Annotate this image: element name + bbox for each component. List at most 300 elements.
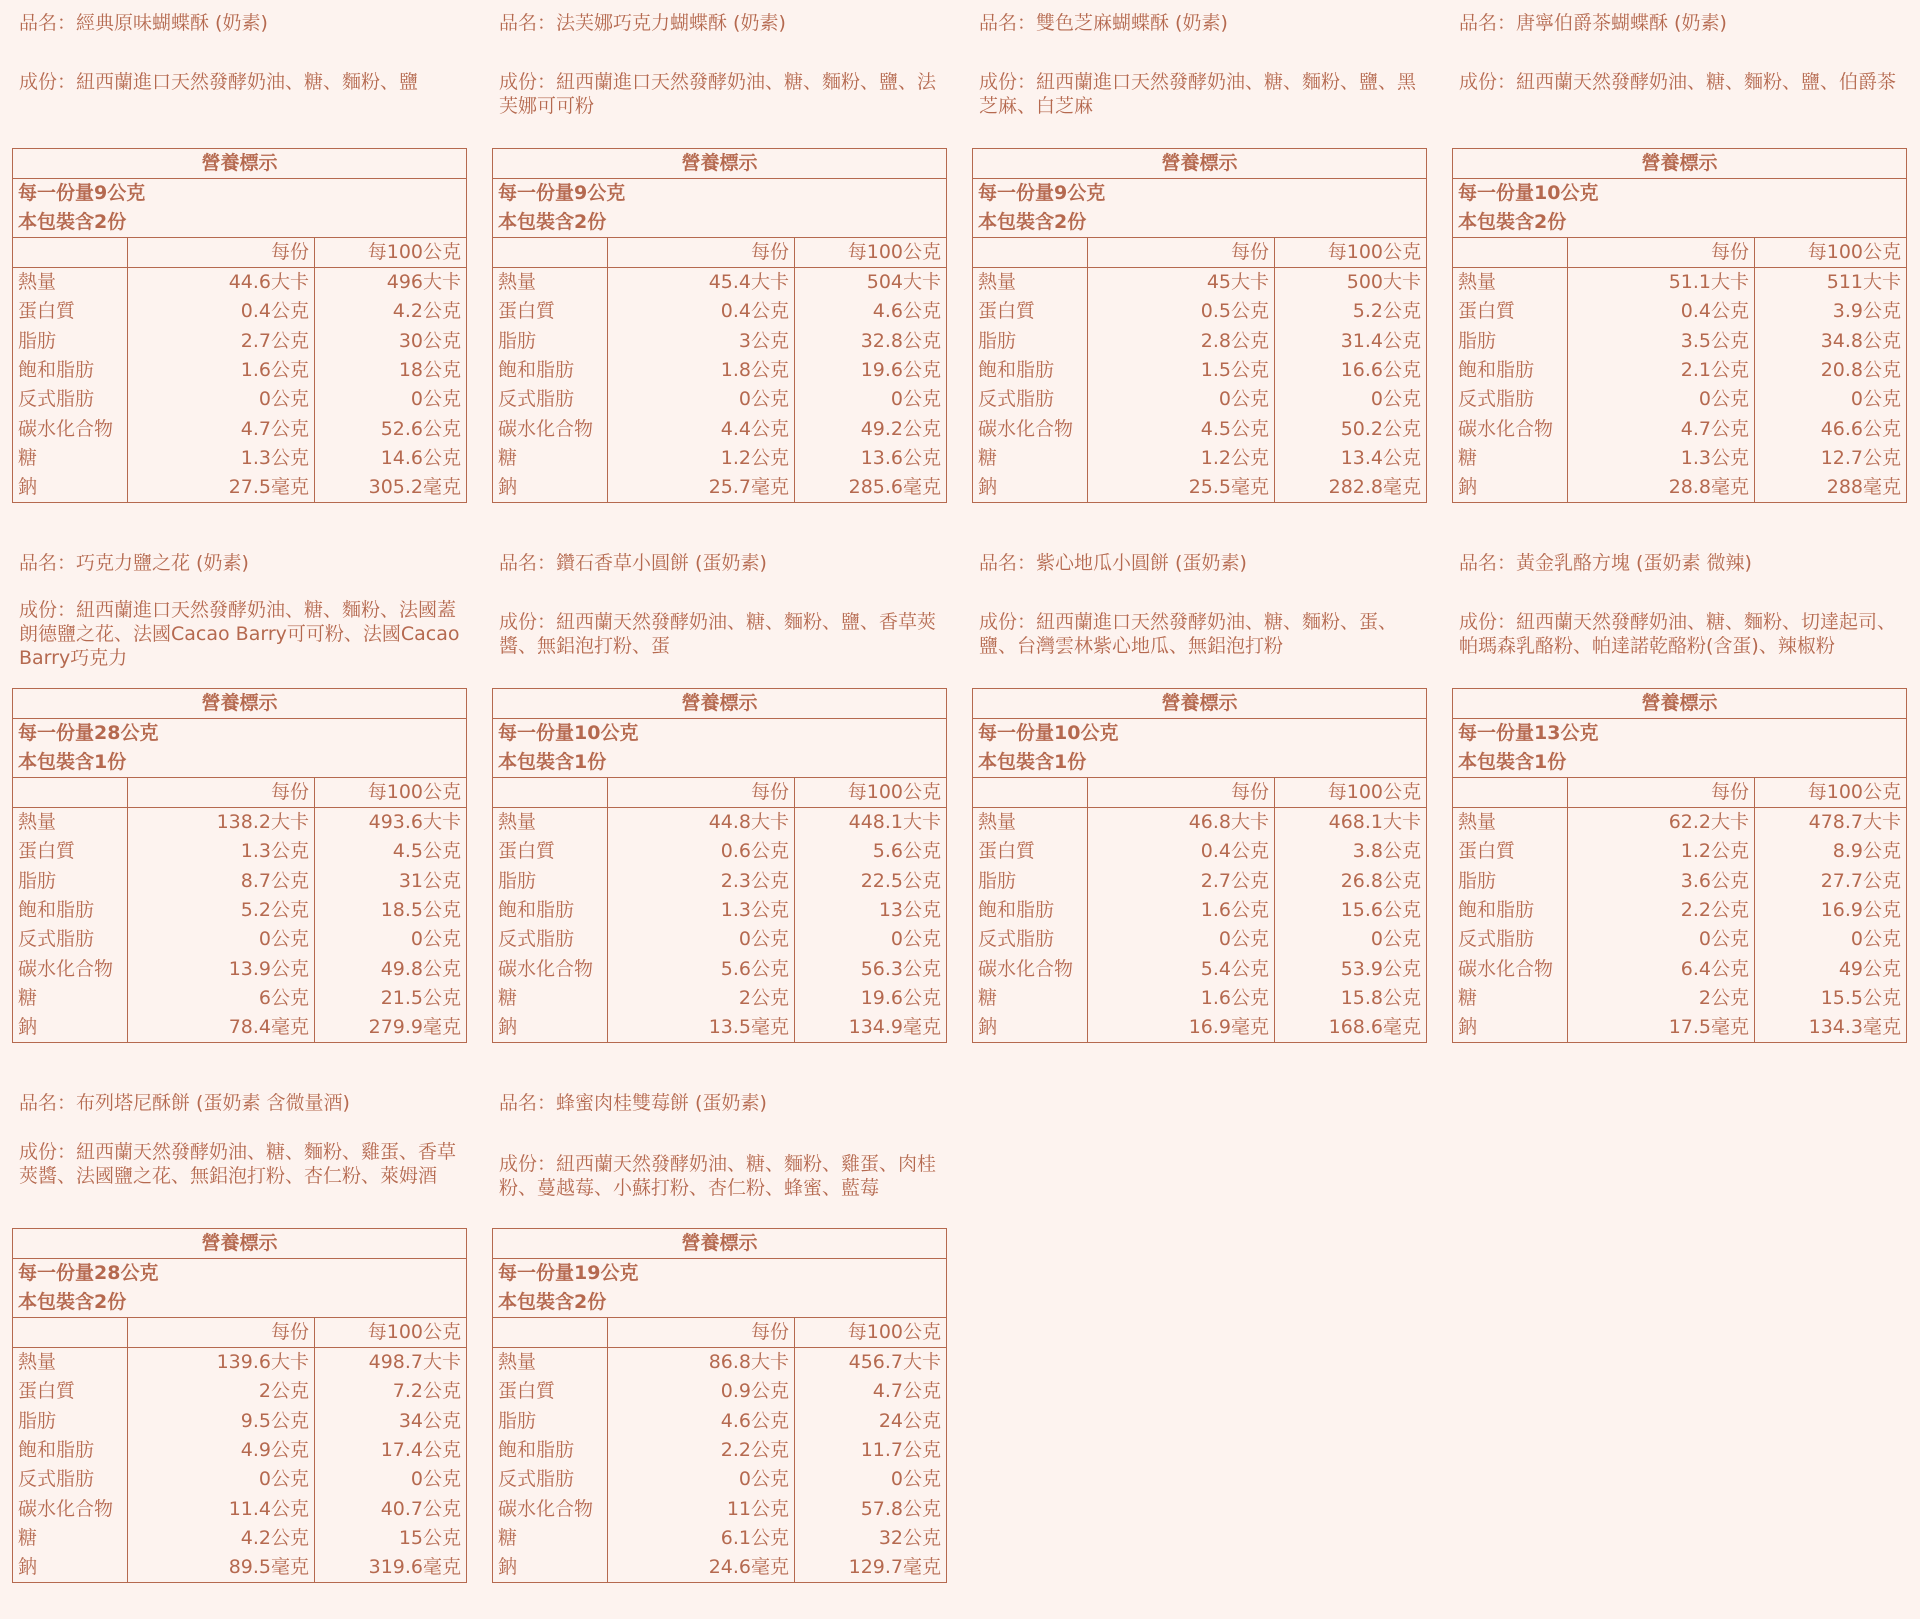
nutrient-label: 反式脂肪 (498, 388, 575, 411)
nutrient-per-100g: 0公克 (315, 925, 467, 954)
nutrient-per-100g: 285.6毫克 (795, 473, 947, 503)
nutrient-per-100g: 4.7公克 (795, 1377, 947, 1406)
nutrient-label: 蛋白質 (1458, 300, 1516, 323)
nutrient-label: 糖 (498, 447, 518, 470)
nutrient-per-serving: 0.4公克 (1568, 297, 1755, 326)
nutrient-per-100g: 282.8毫克 (1275, 473, 1427, 503)
nutrient-per-serving: 27.5毫克 (128, 473, 315, 503)
ingredients-prefix: 成份： (499, 611, 557, 633)
nutrient-label: 蛋白質 (1458, 840, 1516, 863)
nutrient-per-100g: 49公克 (1755, 955, 1907, 984)
nutrient-label: 糖 (978, 987, 998, 1010)
servings-per-pack: 本包裝含1份 (18, 751, 127, 773)
nutrient-per-100g: 26.8公克 (1275, 866, 1427, 895)
nutrient-label: 蛋白質 (498, 840, 556, 863)
nutrient-per-100g: 3.8公克 (1275, 837, 1427, 866)
nutrient-per-100g: 3.9公克 (1755, 297, 1907, 326)
nutrient-label: 碳水化合物 (18, 417, 114, 440)
nutrient-row (13, 837, 467, 866)
nutrient-per-serving: 78.4毫克 (128, 1013, 315, 1043)
nutrient-per-100g: 13公克 (795, 896, 947, 925)
nutrient-row (1453, 415, 1907, 444)
nutrient-per-100g: 49.8公克 (315, 955, 467, 984)
nutrient-per-serving: 11公克 (608, 1495, 795, 1524)
ingredients-prefix: 成份： (19, 1141, 77, 1163)
nutrient-row (493, 473, 947, 503)
product-name (499, 8, 786, 35)
product-card (12, 1080, 466, 1610)
header-per-serving: 每份 (128, 778, 315, 808)
nutrient-per-serving: 11.4公克 (128, 1495, 315, 1524)
nutrient-per-serving: 1.2公克 (1088, 444, 1275, 473)
nutrient-label: 蛋白質 (18, 1380, 76, 1403)
nutrient-label: 蛋白質 (498, 1380, 556, 1403)
nutrient-label: 飽和脂肪 (1458, 898, 1535, 921)
nutrient-per-100g: 4.6公克 (795, 297, 947, 326)
nutrient-row (1453, 385, 1907, 414)
product-card (492, 1080, 946, 1610)
nutrient-row (973, 925, 1427, 954)
nutrient-per-serving: 2.1公克 (1568, 356, 1755, 385)
nutrient-label: 鈉 (978, 476, 998, 499)
header-blank (13, 1318, 128, 1348)
nutrient-per-serving: 1.3公克 (128, 837, 315, 866)
nutrient-per-100g: 31公克 (315, 866, 467, 895)
nutrient-per-100g: 24公克 (795, 1406, 947, 1435)
product-name-value: 紫心地瓜小圓餅 (蛋奶素) (1036, 552, 1247, 574)
nutrient-row (1453, 955, 1907, 984)
nutrient-per-serving: 6.4公克 (1568, 955, 1755, 984)
product-name-value: 法芙娜巧克力蝴蝶酥 (奶素) (556, 12, 786, 34)
nutrient-row (13, 925, 467, 954)
nutrient-label: 糖 (18, 1527, 38, 1550)
ingredients-value: 紐西蘭進口天然發酵奶油、糖、麵粉、鹽 (76, 71, 419, 93)
nutrient-row (1453, 837, 1907, 866)
product-card (972, 0, 1426, 530)
nutrient-per-serving: 1.8公克 (608, 356, 795, 385)
nutrition-table (972, 688, 1427, 1043)
nutrient-label: 熱量 (1458, 271, 1497, 293)
nutrient-per-100g: 456.7大卡 (795, 1348, 947, 1378)
nutrition-table (492, 148, 947, 503)
nutrient-label: 蛋白質 (978, 300, 1036, 323)
ingredients-prefix: 成份： (499, 71, 557, 93)
product-card (12, 0, 466, 530)
product-card (1452, 0, 1906, 530)
ingredients-prefix: 成份： (499, 1153, 557, 1175)
nutrient-per-100g: 57.8公克 (795, 1495, 947, 1524)
ingredients-value: 紐西蘭天然發酵奶油、糖、麵粉、鹽、香草莢醬、無鋁泡打粉、蛋 (499, 611, 937, 657)
nutrient-label: 碳水化合物 (498, 1497, 594, 1520)
nutrient-row (973, 444, 1427, 473)
nutrient-per-100g: 34.8公克 (1755, 326, 1907, 355)
nutrient-per-serving: 2.3公克 (608, 866, 795, 895)
product-name (1459, 548, 1752, 575)
nutrient-label: 脂肪 (978, 869, 1017, 892)
product-ingredients (19, 1140, 465, 1188)
nutrient-label: 反式脂肪 (498, 1468, 575, 1491)
nutrient-row (13, 1553, 467, 1583)
nutrient-per-serving: 2公克 (128, 1377, 315, 1406)
nutrient-row (973, 385, 1427, 414)
nutrient-label: 鈉 (498, 476, 518, 499)
nutrient-per-serving: 2公克 (608, 984, 795, 1013)
nutrient-per-serving: 1.2公克 (608, 444, 795, 473)
name-prefix: 品名： (499, 12, 557, 34)
product-name (19, 1088, 350, 1115)
nutrient-per-100g: 53.9公克 (1275, 955, 1427, 984)
nutrient-label: 糖 (18, 987, 38, 1010)
nutrient-label: 糖 (18, 447, 38, 470)
nutrient-row (1453, 808, 1907, 838)
nutrient-row (493, 385, 947, 414)
nutrient-per-100g: 0公克 (1275, 925, 1427, 954)
nutrient-row (493, 415, 947, 444)
nutrient-per-100g: 12.7公克 (1755, 444, 1907, 473)
nutrient-per-serving: 13.9公克 (128, 955, 315, 984)
serving-size: 每一份量10公克 (978, 722, 1119, 744)
nutrient-per-serving: 51.1大卡 (1568, 268, 1755, 298)
nutrient-label: 反式脂肪 (498, 928, 575, 951)
nutrient-row (493, 866, 947, 895)
nutrient-per-100g: 7.2公克 (315, 1377, 467, 1406)
nutrient-per-serving: 13.5毫克 (608, 1013, 795, 1043)
nutrient-label: 鈉 (1458, 476, 1478, 499)
ingredients-prefix: 成份： (19, 599, 77, 621)
nutrient-label: 糖 (978, 447, 998, 470)
nutrient-row (493, 1465, 947, 1494)
nutrient-per-100g: 32.8公克 (795, 326, 947, 355)
nutrient-label: 飽和脂肪 (1458, 358, 1535, 381)
nutrient-per-100g: 448.1大卡 (795, 808, 947, 838)
nutrition-title: 營養標示 (1453, 149, 1907, 179)
nutrient-label: 鈉 (978, 1016, 998, 1039)
header-per-serving: 每份 (608, 238, 795, 268)
nutrient-per-100g: 14.6公克 (315, 444, 467, 473)
nutrient-per-100g: 468.1大卡 (1275, 808, 1427, 838)
nutrient-per-serving: 28.8毫克 (1568, 473, 1755, 503)
product-card (972, 540, 1426, 1070)
nutrient-row (493, 326, 947, 355)
ingredients-prefix: 成份： (979, 71, 1037, 93)
nutrient-per-100g: 15公克 (315, 1524, 467, 1553)
header-per-serving: 每份 (128, 1318, 315, 1348)
nutrient-per-100g: 15.8公克 (1275, 984, 1427, 1013)
nutrition-title: 營養標示 (13, 1229, 467, 1259)
product-name-value: 唐寧伯爵茶蝴蝶酥 (奶素) (1516, 12, 1727, 34)
nutrient-label: 飽和脂肪 (498, 358, 575, 381)
nutrient-per-100g: 18公克 (315, 356, 467, 385)
nutrient-per-serving: 1.3公克 (1568, 444, 1755, 473)
nutrient-label: 脂肪 (498, 869, 537, 892)
product-ingredients (499, 70, 945, 118)
nutrient-row (13, 1465, 467, 1494)
nutrient-per-serving: 17.5毫克 (1568, 1013, 1755, 1043)
nutrient-label: 脂肪 (498, 1409, 537, 1432)
nutrient-per-100g: 288毫克 (1755, 473, 1907, 503)
nutrient-per-100g: 0公克 (1275, 385, 1427, 414)
header-blank (973, 778, 1088, 808)
nutrient-per-100g: 56.3公克 (795, 955, 947, 984)
nutrient-per-serving: 0公克 (1088, 385, 1275, 414)
nutrient-per-serving: 4.5公克 (1088, 415, 1275, 444)
nutrient-row (973, 297, 1427, 326)
nutrient-label: 飽和脂肪 (978, 898, 1055, 921)
header-per-100g: 每100公克 (1275, 778, 1427, 808)
nutrient-row (973, 955, 1427, 984)
nutrient-row (1453, 866, 1907, 895)
nutrient-per-serving: 0公克 (608, 925, 795, 954)
nutrient-per-100g: 30公克 (315, 326, 467, 355)
nutrient-per-100g: 46.6公克 (1755, 415, 1907, 444)
nutrient-per-serving: 5.4公克 (1088, 955, 1275, 984)
nutrient-per-100g: 16.9公克 (1755, 896, 1907, 925)
nutrient-row (13, 1406, 467, 1435)
serving-size: 每一份量13公克 (1458, 722, 1599, 744)
nutrient-per-100g: 32公克 (795, 1524, 947, 1553)
nutrient-row (1453, 444, 1907, 473)
nutrient-row (493, 356, 947, 385)
serving-size: 每一份量10公克 (498, 722, 639, 744)
nutrient-row (493, 297, 947, 326)
nutrient-per-100g: 4.5公克 (315, 837, 467, 866)
nutrient-label: 脂肪 (18, 1409, 57, 1432)
serving-size: 每一份量28公克 (18, 1262, 159, 1284)
nutrient-per-serving: 86.8大卡 (608, 1348, 795, 1378)
nutrient-label: 反式脂肪 (1458, 928, 1535, 951)
nutrient-per-serving: 1.6公克 (1088, 984, 1275, 1013)
nutrient-label: 脂肪 (1458, 869, 1497, 892)
nutrient-row (13, 984, 467, 1013)
nutrient-per-serving: 1.6公克 (1088, 896, 1275, 925)
header-blank (13, 238, 128, 268)
nutrient-label: 飽和脂肪 (498, 898, 575, 921)
nutrient-per-serving: 2.8公克 (1088, 326, 1275, 355)
header-per-100g: 每100公克 (1275, 238, 1427, 268)
nutrient-row (973, 356, 1427, 385)
product-name-value: 經典原味蝴蝶酥 (奶素) (76, 12, 268, 34)
nutrient-per-serving: 25.5毫克 (1088, 473, 1275, 503)
product-name (499, 548, 767, 575)
nutrient-label: 鈉 (1458, 1016, 1478, 1039)
header-blank (1453, 778, 1568, 808)
nutrient-row (493, 925, 947, 954)
nutrient-row (1453, 356, 1907, 385)
nutrient-per-serving: 4.2公克 (128, 1524, 315, 1553)
nutrient-label: 飽和脂肪 (498, 1438, 575, 1461)
nutrient-row (493, 955, 947, 984)
nutrient-row (13, 896, 467, 925)
header-per-100g: 每100公克 (315, 1318, 467, 1348)
nutrient-per-serving: 45大卡 (1088, 268, 1275, 298)
nutrient-per-serving: 4.4公克 (608, 415, 795, 444)
nutrient-per-100g: 21.5公克 (315, 984, 467, 1013)
product-name (499, 1088, 767, 1115)
nutrient-per-serving: 0.4公克 (608, 297, 795, 326)
header-per-serving: 每份 (1568, 238, 1755, 268)
nutrient-per-100g: 496大卡 (315, 268, 467, 298)
nutrition-title: 營養標示 (1453, 689, 1907, 719)
ingredients-prefix: 成份： (979, 611, 1037, 633)
serving-size: 每一份量9公克 (978, 182, 1106, 204)
nutrient-per-100g: 20.8公克 (1755, 356, 1907, 385)
product-name-value: 布列塔尼酥餅 (蛋奶素 含微量酒) (76, 1092, 350, 1114)
ingredients-value: 紐西蘭天然發酵奶油、糖、麵粉、切達起司、帕瑪森乳酪粉、帕達諾乾酪粉(含蛋)、辣椒粉 (1459, 611, 1897, 657)
nutrient-per-serving: 138.2大卡 (128, 808, 315, 838)
nutrient-label: 熱量 (498, 1351, 537, 1373)
nutrient-label: 熱量 (978, 271, 1017, 293)
header-per-serving: 每份 (128, 238, 315, 268)
ingredients-value: 紐西蘭進口天然發酵奶油、糖、麵粉、鹽、黑芝麻、白芝麻 (979, 71, 1417, 117)
nutrient-label: 脂肪 (498, 329, 537, 352)
nutrient-row (1453, 473, 1907, 503)
header-per-100g: 每100公克 (315, 238, 467, 268)
ingredients-value: 紐西蘭天然發酵奶油、糖、麵粉、鹽、伯爵茶 (1516, 71, 1897, 93)
nutrient-per-serving: 3.5公克 (1568, 326, 1755, 355)
product-card (1452, 540, 1906, 1070)
nutrient-row (973, 808, 1427, 838)
name-prefix: 品名： (19, 12, 77, 34)
nutrient-label: 熱量 (18, 1351, 57, 1373)
nutrient-label: 脂肪 (978, 329, 1017, 352)
nutrient-per-100g: 0公克 (315, 385, 467, 414)
nutrient-per-100g: 319.6毫克 (315, 1553, 467, 1583)
nutrient-per-serving: 45.4大卡 (608, 268, 795, 298)
header-blank (13, 778, 128, 808)
nutrient-per-100g: 19.6公克 (795, 356, 947, 385)
nutrition-table (972, 148, 1427, 503)
nutrient-per-100g: 49.2公克 (795, 415, 947, 444)
nutrient-row (973, 984, 1427, 1013)
nutrient-label: 反式脂肪 (18, 928, 95, 951)
header-per-serving: 每份 (608, 778, 795, 808)
servings-per-pack: 本包裝含1份 (1458, 751, 1567, 773)
nutrient-per-100g: 168.6毫克 (1275, 1013, 1427, 1043)
nutrient-label: 反式脂肪 (18, 1468, 95, 1491)
nutrition-table (12, 688, 467, 1043)
nutrient-label: 熱量 (18, 271, 57, 293)
product-name (979, 8, 1228, 35)
nutrient-row (973, 866, 1427, 895)
nutrient-row (13, 1377, 467, 1406)
nutrient-row (13, 326, 467, 355)
nutrient-row (493, 808, 947, 838)
nutrient-per-100g: 17.4公克 (315, 1436, 467, 1465)
nutrient-per-100g: 5.6公克 (795, 837, 947, 866)
header-per-100g: 每100公克 (315, 778, 467, 808)
nutrient-label: 碳水化合物 (18, 1497, 114, 1520)
nutrient-label: 糖 (498, 1527, 518, 1550)
nutrient-row (13, 1524, 467, 1553)
name-prefix: 品名： (1459, 12, 1517, 34)
nutrient-row (13, 356, 467, 385)
nutrient-label: 碳水化合物 (18, 957, 114, 980)
nutrient-per-serving: 0公克 (1088, 925, 1275, 954)
nutrient-row (13, 866, 467, 895)
nutrient-per-serving: 2.2公克 (608, 1436, 795, 1465)
nutrient-label: 熱量 (978, 811, 1017, 833)
nutrient-row (973, 326, 1427, 355)
nutrition-title: 營養標示 (973, 149, 1427, 179)
servings-per-pack: 本包裝含1份 (978, 751, 1087, 773)
nutrient-row (973, 896, 1427, 925)
nutrient-label: 飽和脂肪 (18, 898, 95, 921)
nutrient-per-serving: 89.5毫克 (128, 1553, 315, 1583)
serving-size: 每一份量28公克 (18, 722, 159, 744)
nutrient-per-100g: 50.2公克 (1275, 415, 1427, 444)
nutrient-row (13, 955, 467, 984)
nutrient-row (13, 473, 467, 503)
nutrient-per-100g: 478.7大卡 (1755, 808, 1907, 838)
nutrition-title: 營養標示 (493, 149, 947, 179)
nutrient-label: 飽和脂肪 (18, 358, 95, 381)
serving-size: 每一份量9公克 (18, 182, 146, 204)
nutrient-label: 脂肪 (1458, 329, 1497, 352)
nutrient-per-100g: 27.7公克 (1755, 866, 1907, 895)
header-blank (1453, 238, 1568, 268)
nutrient-row (13, 297, 467, 326)
nutrient-per-serving: 139.6大卡 (128, 1348, 315, 1378)
ingredients-prefix: 成份： (1459, 71, 1517, 93)
nutrient-per-serving: 0公克 (128, 1465, 315, 1494)
serving-size: 每一份量19公克 (498, 1262, 639, 1284)
product-ingredients (1459, 610, 1905, 658)
nutrient-row (493, 268, 947, 298)
name-prefix: 品名： (979, 12, 1037, 34)
nutrient-row (493, 984, 947, 1013)
nutrient-label: 碳水化合物 (498, 417, 594, 440)
nutrient-per-serving: 44.6大卡 (128, 268, 315, 298)
nutrient-per-100g: 34公克 (315, 1406, 467, 1435)
nutrient-per-serving: 8.7公克 (128, 866, 315, 895)
nutrient-per-100g: 15.5公克 (1755, 984, 1907, 1013)
nutrient-row (493, 1436, 947, 1465)
nutrient-per-serving: 2.7公克 (128, 326, 315, 355)
nutrient-row (493, 1377, 947, 1406)
nutrient-label: 碳水化合物 (978, 417, 1074, 440)
nutrient-label: 飽和脂肪 (18, 1438, 95, 1461)
nutrient-row (1453, 984, 1907, 1013)
product-name (19, 8, 268, 35)
nutrient-label: 飽和脂肪 (978, 358, 1055, 381)
nutrient-per-serving: 2.2公克 (1568, 896, 1755, 925)
nutrient-row (1453, 925, 1907, 954)
nutrient-row (493, 1406, 947, 1435)
nutrient-per-100g: 31.4公克 (1275, 326, 1427, 355)
ingredients-value: 紐西蘭進口天然發酵奶油、糖、麵粉、法國蓋朗德鹽之花、法國Cacao Barry可可粉、法國Cacao Barry巧克力 (19, 599, 460, 669)
nutrient-row (973, 415, 1427, 444)
nutrient-row (13, 1013, 467, 1043)
product-name (1459, 8, 1727, 35)
header-blank (493, 1318, 608, 1348)
nutrient-row (1453, 896, 1907, 925)
nutrient-per-serving: 0.9公克 (608, 1377, 795, 1406)
nutrient-row (13, 1348, 467, 1378)
nutrient-row (493, 1553, 947, 1583)
nutrient-label: 碳水化合物 (1458, 957, 1554, 980)
nutrient-per-serving: 4.6公克 (608, 1406, 795, 1435)
nutrition-table (12, 1228, 467, 1583)
nutrient-row (13, 415, 467, 444)
servings-per-pack: 本包裝含1份 (498, 751, 607, 773)
nutrient-per-serving: 0公克 (128, 385, 315, 414)
nutrient-row (13, 268, 467, 298)
nutrient-label: 反式脂肪 (978, 928, 1055, 951)
product-name-value: 雙色芝麻蝴蝶酥 (奶素) (1036, 12, 1228, 34)
nutrient-label: 碳水化合物 (978, 957, 1074, 980)
nutrient-per-serving: 0.5公克 (1088, 297, 1275, 326)
nutrient-per-100g: 498.7大卡 (315, 1348, 467, 1378)
